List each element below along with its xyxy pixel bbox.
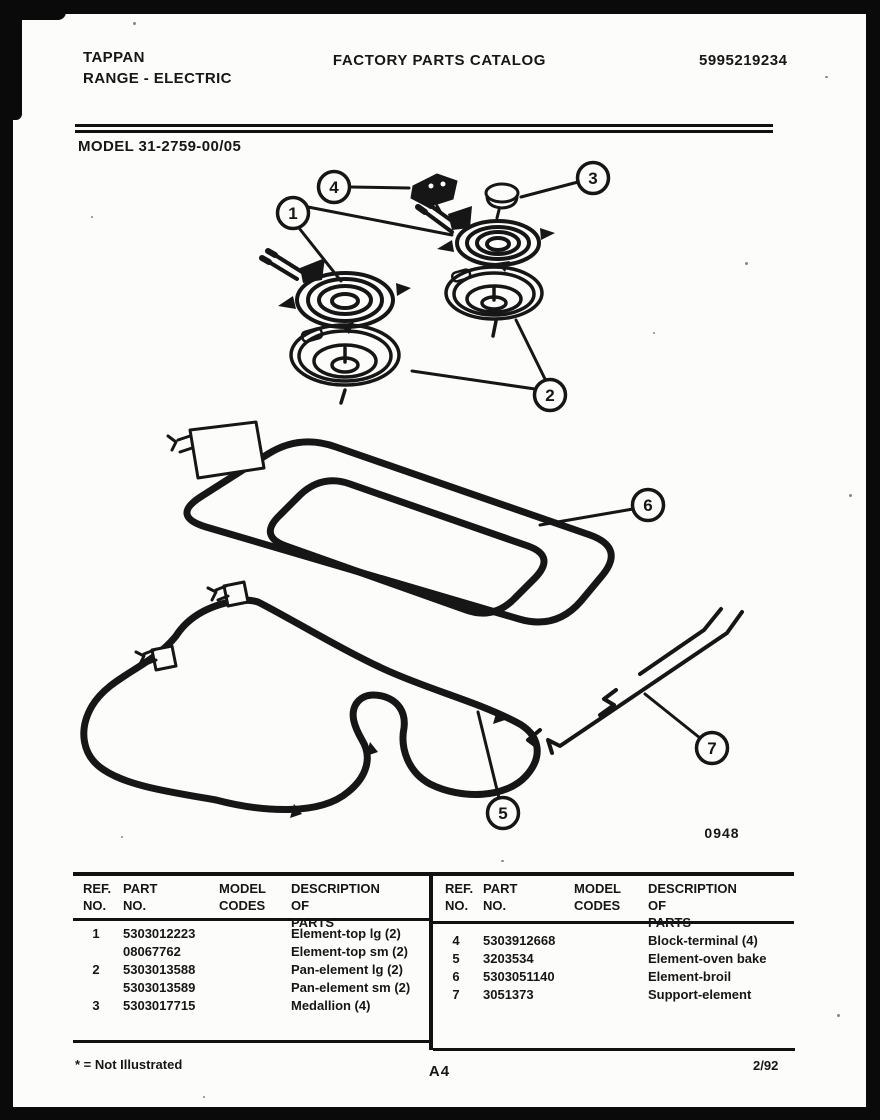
callout-5-number: 5 (498, 804, 508, 823)
scan-border-blob (0, 0, 22, 120)
scan-speck (849, 494, 852, 497)
callout-6-number: 6 (643, 496, 653, 515)
table-header-left: REF. NO. PART NO. MODEL CODES DESCRIPTION OF PARTS (83, 881, 380, 930)
table-header-right: REF. NO. PART NO. MODEL CODES DESCRIPTION OF PARTS (445, 881, 737, 930)
callout-1 (278, 198, 309, 229)
table-border-top (73, 872, 794, 876)
part-no: 5303013589 (123, 980, 196, 995)
table-row (73, 944, 429, 962)
part-description: Element-top lg (2) (291, 926, 401, 941)
ref-no: 2 (92, 962, 100, 977)
part-no: 5303012223 (123, 926, 196, 941)
table-row (73, 962, 429, 980)
table-header-separator-left (73, 918, 429, 921)
callout-3-number: 3 (588, 169, 598, 188)
callout-7 (697, 733, 728, 764)
scan-speck (133, 22, 136, 25)
callout-4 (319, 172, 350, 203)
ref-no: 5 (452, 951, 460, 966)
part-no: 5303912668 (483, 933, 556, 948)
model-number: MODEL 31-2759-00/05 (78, 138, 242, 155)
brand-product-line: RANGE - ELECTRIC (83, 70, 232, 87)
callout-2-number: 2 (545, 386, 555, 405)
ref-no: 7 (452, 987, 460, 1002)
callout-7-number: 7 (707, 739, 717, 758)
part-description: Element-top sm (2) (291, 944, 409, 959)
table-row (433, 933, 794, 951)
date-code: 2/92 (753, 1058, 779, 1073)
part-description: Block-terminal (4) (648, 933, 758, 948)
page-background (13, 14, 866, 1107)
part-no: 5303013588 (123, 962, 196, 977)
table-row (433, 987, 794, 1005)
scan-speck (501, 860, 504, 862)
table-row (73, 926, 429, 944)
table-row (73, 980, 429, 998)
drip-pan-right-drawing (446, 267, 542, 336)
callout-2 (535, 380, 566, 411)
parts-table-left (73, 926, 429, 1016)
not-illustrated-note: * = Not Illustrated (75, 1057, 183, 1072)
page-code: A4 (428, 1063, 451, 1080)
ref-no: 4 (452, 933, 460, 948)
scan-speck (745, 262, 748, 265)
part-no: 08067762 (123, 944, 181, 959)
ref-no: 6 (452, 969, 460, 984)
table-border-bottom-left (73, 1040, 429, 1043)
surface-element-left-drawing (262, 251, 411, 334)
callout-3 (578, 163, 609, 194)
part-no: 3051373 (483, 987, 534, 1002)
scan-speck (121, 836, 123, 838)
table-header-separator-right (433, 921, 794, 924)
bake-element-drawing (84, 582, 537, 818)
scan-speck (653, 332, 655, 334)
scan-speck (91, 216, 93, 218)
scan-speck (825, 76, 828, 78)
part-description: Pan-element sm (2) (291, 980, 411, 995)
part-description: Element-broil (648, 969, 732, 984)
table-border-bottom-right (433, 1048, 795, 1051)
drip-pan-left-drawing (291, 325, 399, 403)
callout-6 (633, 490, 664, 521)
publication-number: 5995219234 (699, 52, 788, 69)
part-description: Element-oven bake (648, 951, 767, 966)
ref-no: 3 (92, 998, 100, 1013)
scan-speck (837, 1014, 840, 1017)
callout-4-number: 4 (329, 178, 339, 197)
callout-5 (488, 798, 519, 829)
ref-no: 1 (92, 926, 100, 941)
figure-code: 0948 (704, 825, 740, 841)
part-description: Support-element (648, 987, 752, 1002)
part-no: 3203534 (483, 951, 534, 966)
medallion-drawing (486, 184, 518, 218)
table-row (433, 969, 794, 987)
brand-name: TAPPAN (83, 49, 145, 66)
catalog-title: FACTORY PARTS CATALOG (332, 52, 547, 69)
scan-speck (203, 1096, 205, 1098)
parts-table-right (433, 933, 794, 1005)
part-no: 5303051140 (483, 969, 555, 984)
part-description: Medallion (4) (291, 998, 371, 1013)
part-description: Pan-element lg (2) (291, 962, 403, 977)
callout-1-number: 1 (288, 204, 298, 223)
table-row (433, 951, 794, 969)
part-no: 5303017715 (123, 998, 196, 1013)
table-row (73, 998, 429, 1016)
